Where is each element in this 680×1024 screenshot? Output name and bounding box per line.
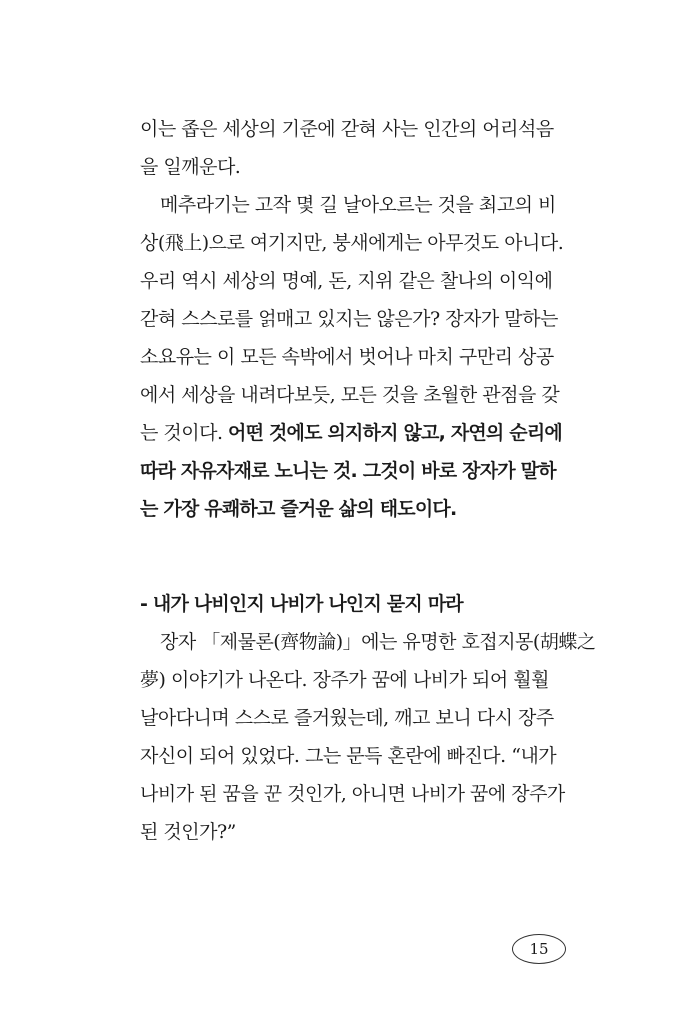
plain-text: 는 것이다. bbox=[140, 422, 229, 444]
page-number: 15 bbox=[512, 934, 566, 964]
body-line: 된 것인가?” bbox=[140, 821, 236, 843]
body-line: 메추라기는 고작 몇 길 날아오르는 것을 최고의 비 bbox=[160, 194, 556, 216]
body-line: 상(飛上)으로 여기지만, 붕새에게는 아무것도 아니다. bbox=[140, 232, 564, 254]
body-line: 우리 역시 세상의 명예, 돈, 지위 같은 찰나의 이익에 bbox=[140, 270, 553, 292]
section-heading: - 내가 나비인지 나비가 나인지 묻지 마라 bbox=[140, 593, 463, 615]
emphasis-line: 따라 자유자재로 노니는 것. 그것이 바로 장자가 말하 bbox=[140, 460, 556, 482]
section-text bbox=[140, 585, 596, 851]
emphasis-text: 어떤 것에도 의지하지 않고, 자연의 순리에 bbox=[228, 422, 562, 444]
emphasis-line: 는 가장 유쾌하고 즐거운 삶의 태도이다. bbox=[140, 498, 457, 520]
main-text bbox=[140, 110, 580, 528]
body-line: 소요유는 이 모든 속박에서 벗어나 마치 구만리 상공 bbox=[140, 346, 554, 368]
body-line: 날아다니며 스스로 즐거웠는데, 깨고 보니 다시 장주 bbox=[140, 707, 554, 729]
body-line: 장자 「제물론(齊物論)」에는 유명한 호접지몽(胡蝶之 bbox=[160, 631, 596, 653]
body-line: 에서 세상을 내려다보듯, 모든 것을 초월한 관점을 갖 bbox=[140, 384, 560, 406]
body-line: 갇혀 스스로를 얽매고 있지는 않은가? 장자가 말하는 bbox=[140, 308, 558, 330]
body-line: 을 일깨운다. bbox=[140, 156, 241, 178]
body-line: 이는 좁은 세상의 기준에 갇혀 사는 인간의 어리석음 bbox=[140, 118, 554, 140]
body-line: 夢) 이야기가 나온다. 장주가 꿈에 나비가 되어 훨훨 bbox=[140, 669, 549, 691]
body-line: 나비가 된 꿈을 꾼 것인가, 아니면 나비가 꿈에 장주가 bbox=[140, 783, 565, 805]
body-line-mixed bbox=[140, 414, 580, 452]
body-line: 자신이 되어 있었다. 그는 문득 혼란에 빠진다. “내가 bbox=[140, 745, 557, 767]
